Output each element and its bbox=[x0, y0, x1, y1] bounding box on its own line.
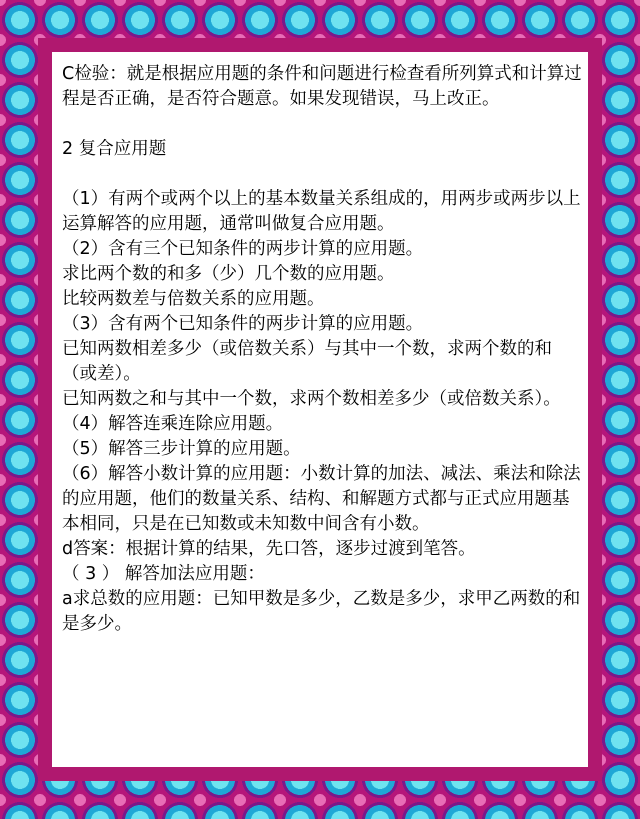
text-panel bbox=[52, 52, 588, 767]
paragraph-item-3: （3）含有两个已知条件的两步计算的应用题。 bbox=[62, 314, 424, 334]
paragraph-known-diff: 已知两数相差多少（或倍数关系）与其中一个数，求两个数的和（或差）。 bbox=[62, 339, 552, 384]
paragraph-total-problem: a求总数的应用题：已知甲数是多少，乙数是多少，求甲乙两数的和是多少。 bbox=[62, 589, 581, 634]
paragraph-item-4: （4）解答连乘连除应用题。 bbox=[62, 414, 284, 434]
paragraph-known-sum: 已知两数之和与其中一个数，求两个数相差多少（或倍数关系）。 bbox=[62, 389, 561, 409]
blank-line bbox=[62, 112, 582, 137]
paragraph-item-1: （1）有两个或两个以上的基本数量关系组成的，用两步或两步以上运算解答的应用题，通常叫做复合应用题。 bbox=[62, 189, 581, 234]
paragraph-item-6: （6）解答小数计算的应用题：小数计算的加法、减法、乘法和除法的应用题，他们的数量关系、结构、和解题方式都与正式应用题基本相同，只是在已知数或未知数中间含有小数。 bbox=[62, 464, 581, 534]
paragraph-item-5: （5）解答三步计算的应用题。 bbox=[62, 439, 301, 459]
paragraph-addition-heading: （ 3 ） 解答加法应用题： bbox=[62, 564, 265, 584]
paragraph-check-step: C检验：就是根据应用题的条件和问题进行检查看所列算式和计算过程是否正确，是否符合题意。如果发现错误，马上改正。 bbox=[62, 64, 582, 109]
section-heading: 2 复合应用题 bbox=[62, 139, 167, 159]
paragraph-item-2: （2）含有三个已知条件的两步计算的应用题。 bbox=[62, 239, 424, 259]
paragraph-answer-step: d答案：根据计算的结果，先口答，逐步过渡到笔答。 bbox=[62, 539, 476, 559]
paragraph-diff-multiple: 比较两数差与倍数关系的应用题。 bbox=[62, 289, 325, 309]
paragraph-sum-more-less: 求比两个数的和多（少）几个数的应用题。 bbox=[62, 264, 395, 284]
blank-line bbox=[62, 162, 582, 187]
